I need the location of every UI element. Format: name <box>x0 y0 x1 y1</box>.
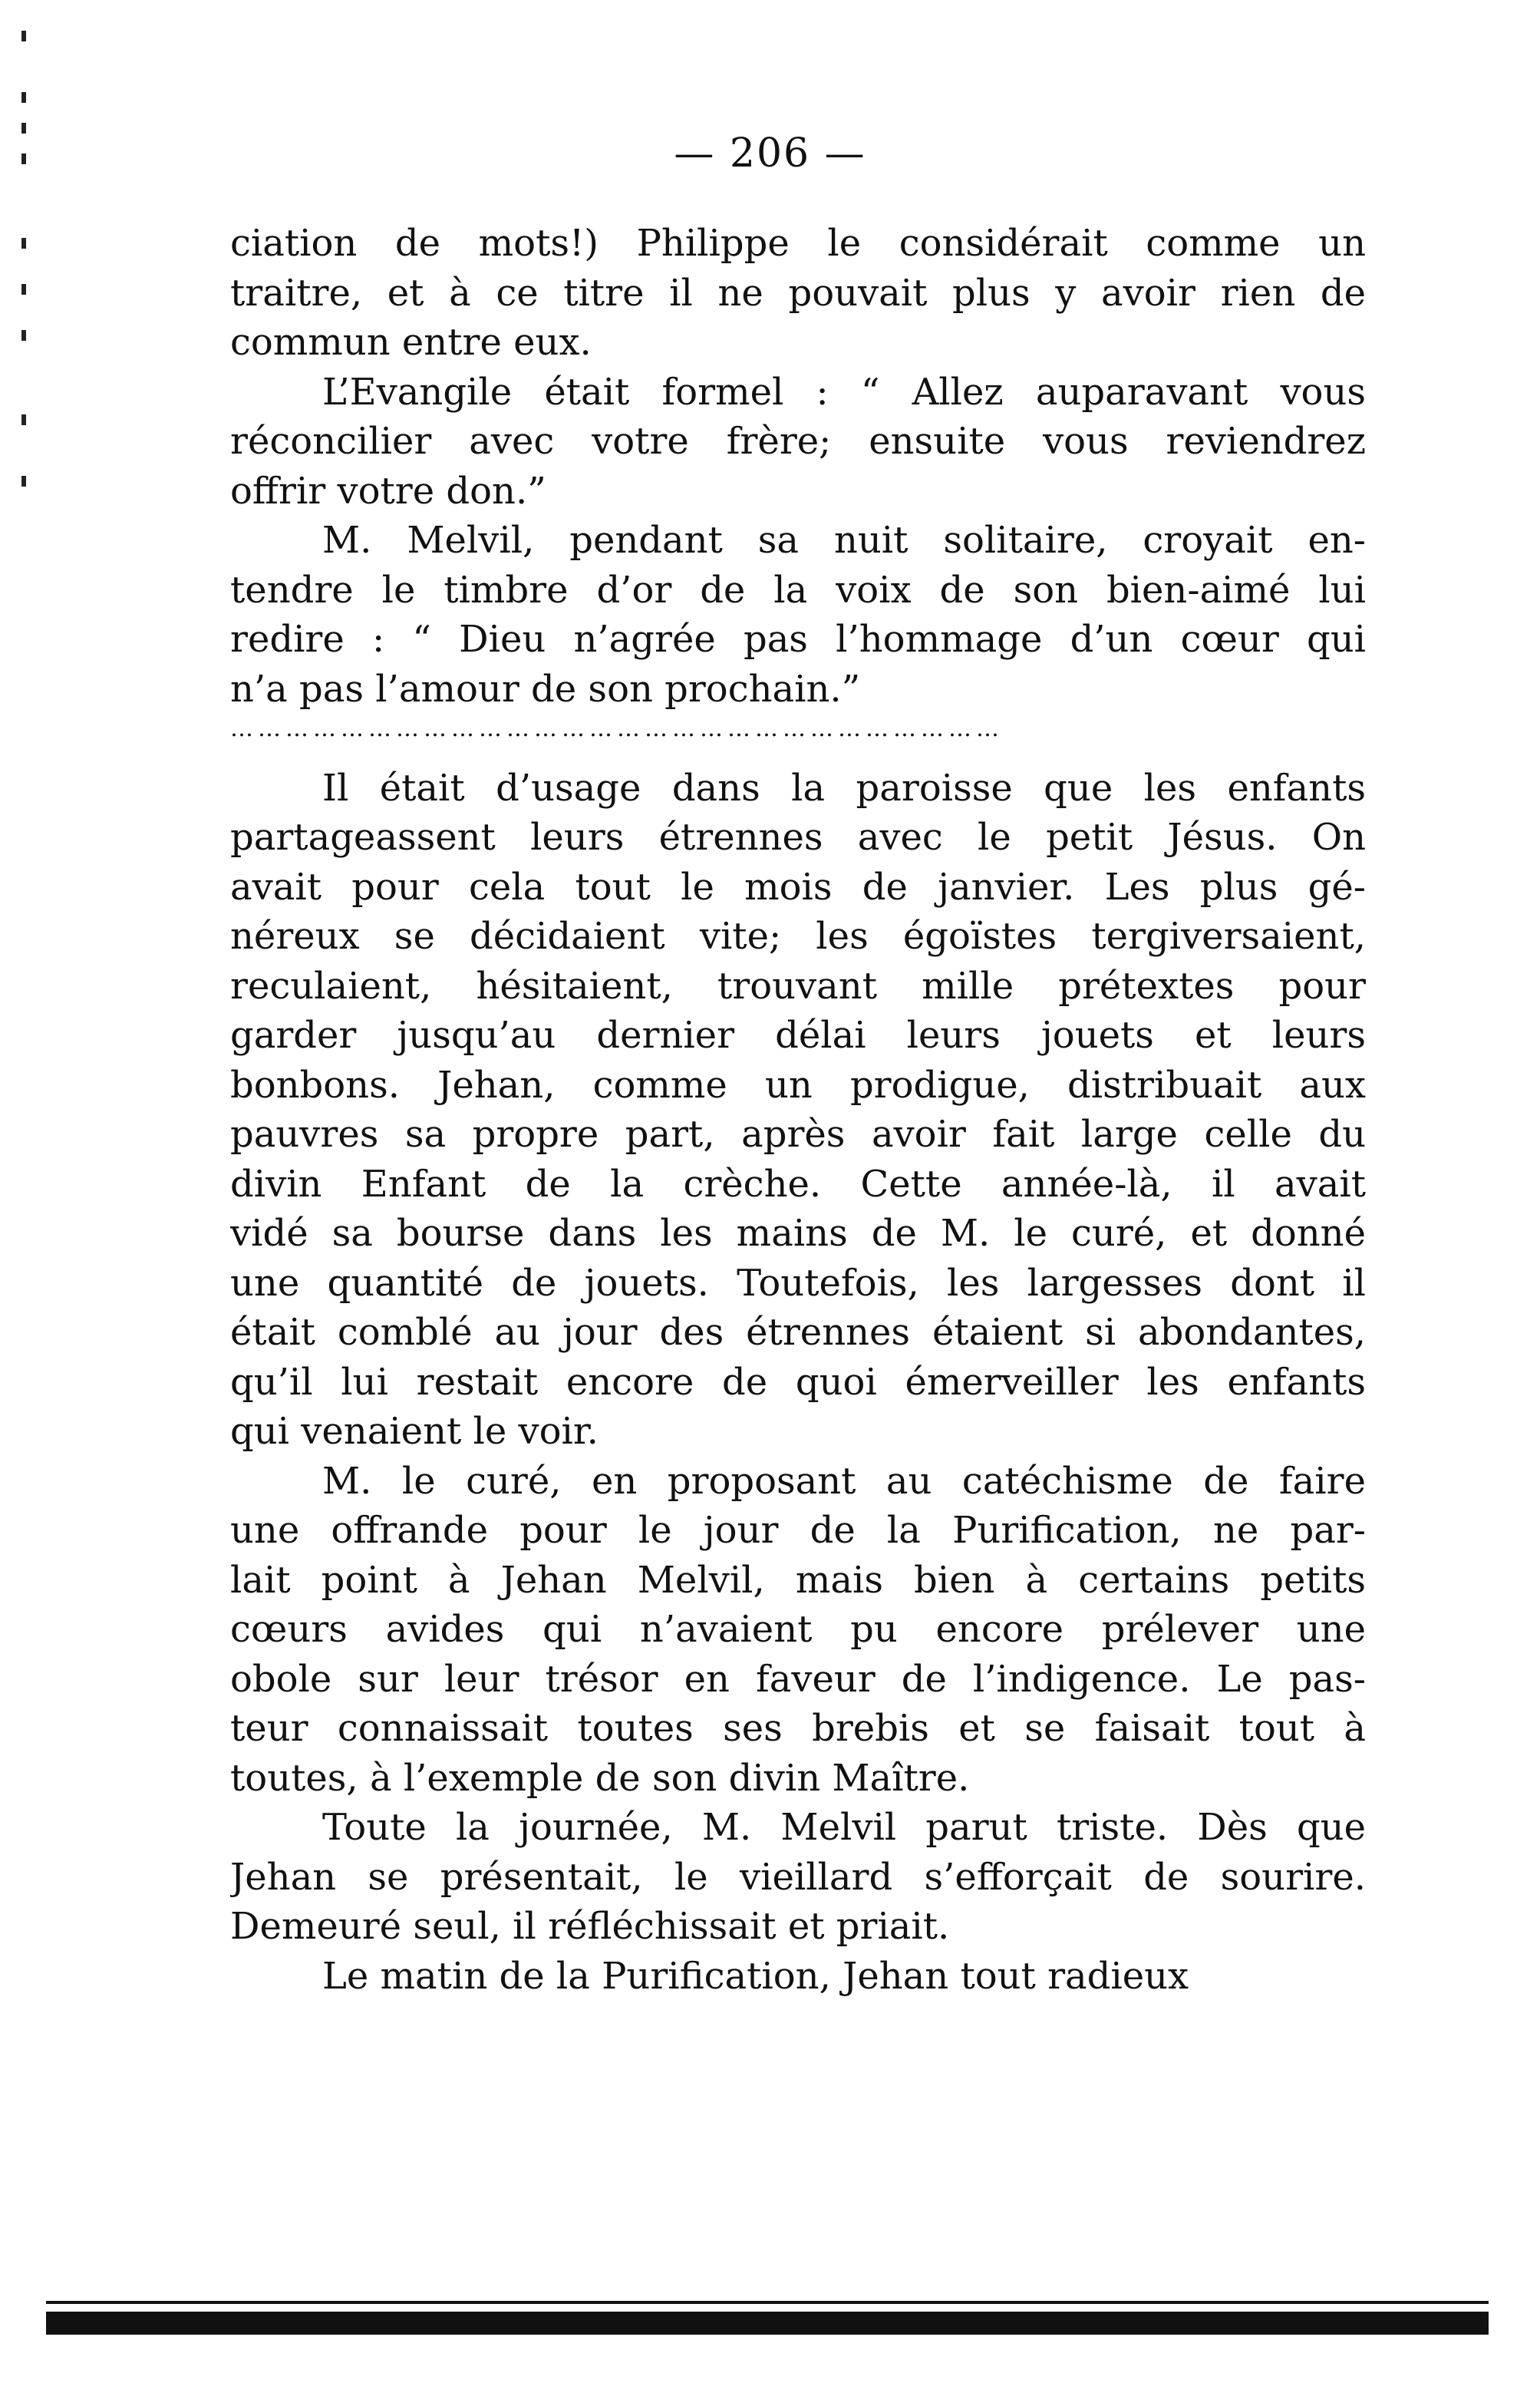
section-separator: ………………………………………………………………………… <box>230 715 1004 742</box>
text-line: redire : “ Dieu n’agrée pas l’hommage d’un cœur qui <box>230 618 1366 661</box>
paragraph <box>230 764 1366 1457</box>
bottom-rule <box>46 2312 1489 2335</box>
text-line: M. le curé, en proposant au catéchisme de faire <box>322 1459 1366 1503</box>
bottom-rule-thin <box>46 2301 1489 2304</box>
paragraph <box>230 1457 1366 1804</box>
text-line: offrir votre don.” <box>230 469 546 513</box>
text-line: Il était d’usage dans la paroisse que les enfants <box>322 766 1366 810</box>
text-line: qui venaient le voir. <box>230 1410 599 1453</box>
paragraph <box>230 368 1366 517</box>
text-line: une quantité de jouets. Toutefois, les largesses dont il <box>230 1261 1366 1305</box>
page-number: — 206 — <box>674 130 866 177</box>
text-line: une offrande pour le jour de la Purification, ne par- <box>230 1509 1366 1552</box>
text-line: Demeuré seul, il réfléchissait et priait. <box>230 1905 950 1948</box>
body-text <box>230 219 1366 2001</box>
text-line: Jehan se présentait, le vieillard s’efforçait de sourire. <box>230 1855 1366 1899</box>
text-line: avait pour cela tout le mois de janvier. Les plus gé- <box>230 865 1366 909</box>
text-line: Toute la journée, M. Melvil parut triste. Dès que <box>322 1806 1366 1849</box>
text-line: M. Melvil, pendant sa nuit solitaire, croyait en- <box>322 519 1366 562</box>
text-line: réconcilier avec votre frère; ensuite vous reviendrez <box>230 420 1366 463</box>
text-line: commun entre eux. <box>230 321 592 364</box>
text-line: ciation de mots!) Philippe le considérait comme un <box>230 222 1366 265</box>
text-line: partageassent leurs étrennes avec le petit Jésus. On <box>230 816 1366 859</box>
text-line: L’Evangile était formel : “ Allez auparavant vous <box>322 370 1366 414</box>
text-line: Le matin de la Purification, Jehan tout radieux <box>322 1954 1189 1998</box>
paragraph <box>230 516 1366 714</box>
text-line: traitre, et à ce titre il ne pouvait plus y avoir rien de <box>230 271 1366 315</box>
text-line: bonbons. Jehan, comme un prodigue, distribuait aux <box>230 1063 1366 1107</box>
margin-specks <box>21 31 31 614</box>
text-line: pauvres sa propre part, après avoir fait large celle du <box>230 1113 1366 1156</box>
text-line: vidé sa bourse dans les mains de M. le curé, et donné <box>230 1212 1366 1255</box>
text-line: néreux se décidaient vite; les égoïstes tergiversaient, <box>230 915 1366 958</box>
text-line: garder jusqu’au dernier délai leurs jouets et leurs <box>230 1014 1366 1057</box>
text-line: toutes, à l’exemple de son divin Maître. <box>230 1756 970 1800</box>
text-line: cœurs avides qui n’avaient pu encore prélever une <box>230 1608 1366 1651</box>
text-line: divin Enfant de la crèche. Cette année-là, il avait <box>230 1162 1366 1206</box>
text-line: obole sur leur trésor en faveur de l’indigence. Le pas- <box>230 1657 1366 1701</box>
text-line: n’a pas l’amour de son prochain.” <box>230 667 861 711</box>
paragraph <box>230 219 1366 368</box>
text-line: qu’il lui restait encore de quoi émerveiller les enfants <box>230 1360 1366 1404</box>
text-line: teur connaissait toutes ses brebis et se faisait tout à <box>230 1707 1366 1750</box>
paragraph <box>230 1803 1366 1952</box>
text-line: lait point à Jehan Melvil, mais bien à certains petits <box>230 1558 1366 1602</box>
text-line: tendre le timbre d’or de la voix de son bien-aimé lui <box>230 568 1366 612</box>
paragraph <box>230 1952 1366 2002</box>
text-line: était comblé au jour des étrennes étaient si abondantes, <box>230 1311 1366 1354</box>
text-line: reculaient, hésitaient, trouvant mille prétextes pour <box>230 964 1366 1008</box>
